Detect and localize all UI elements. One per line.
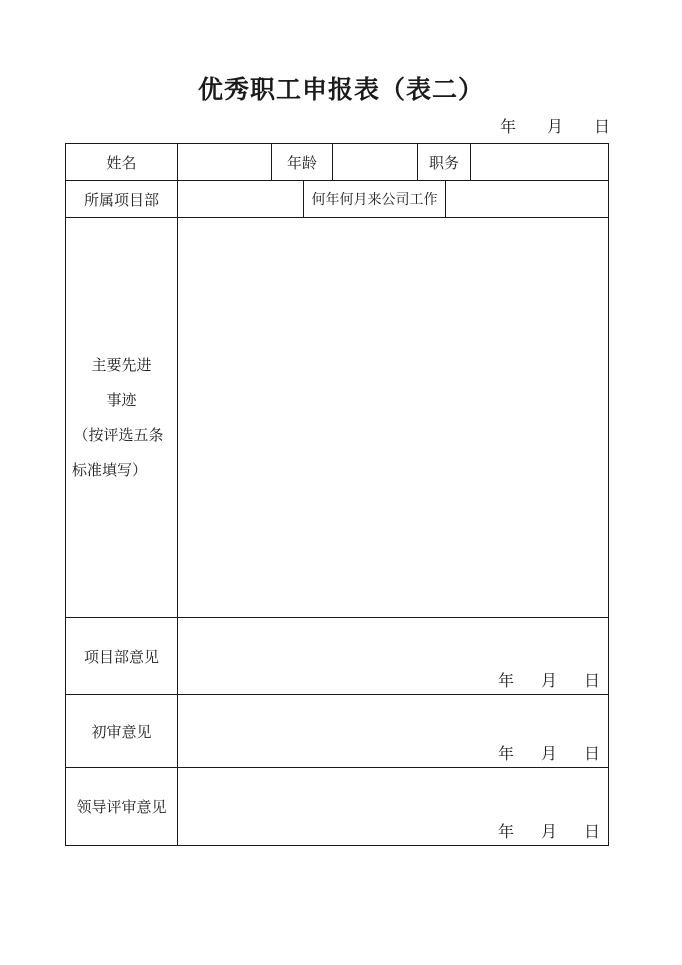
day-label: 日 <box>583 822 600 841</box>
day-label: 日 <box>583 744 600 763</box>
preliminary-opinion-field[interactable] <box>178 695 609 768</box>
project-dept-opinion-field[interactable] <box>178 618 609 695</box>
month-label: 月 <box>540 671 557 690</box>
preliminary-opinion-label: 初审意见 <box>66 695 178 768</box>
achievements-line-2: 事迹 <box>106 390 137 409</box>
year-label: 年 <box>498 671 515 690</box>
age-label: 年龄 <box>271 144 332 180</box>
form-title: 优秀职工申报表（表二） <box>197 75 484 104</box>
department-label: 所属项目部 <box>66 181 178 218</box>
position-label: 职务 <box>417 144 470 180</box>
leadership-opinion-field[interactable] <box>178 768 609 846</box>
day-label: 日 <box>583 671 600 690</box>
application-form-table <box>65 143 609 846</box>
project-dept-opinion-date <box>498 668 600 691</box>
achievements-label <box>66 218 178 618</box>
month-label: 月 <box>540 744 557 763</box>
age-field[interactable] <box>332 144 417 180</box>
achievements-line-3: （按评选五条 <box>73 425 164 444</box>
header-date <box>500 114 610 137</box>
month-label: 月 <box>540 822 557 841</box>
department-field[interactable] <box>178 181 303 217</box>
join-date-field[interactable] <box>445 181 608 217</box>
achievements-line-1: 主要先进 <box>91 355 152 374</box>
year-label: 年 <box>498 744 515 763</box>
project-dept-opinion-label: 项目部意见 <box>66 618 178 695</box>
join-date-label: 何年何月来公司工作 <box>303 181 445 217</box>
year-label: 年 <box>500 117 517 136</box>
preliminary-opinion-date <box>498 741 600 764</box>
year-label: 年 <box>498 822 515 841</box>
day-label: 日 <box>593 117 610 136</box>
leadership-opinion-date <box>498 819 600 842</box>
achievements-line-4: 标准填写） <box>72 460 148 479</box>
name-field[interactable] <box>178 144 271 180</box>
position-field[interactable] <box>470 144 608 180</box>
name-label: 姓名 <box>66 144 178 181</box>
leadership-opinion-label: 领导评审意见 <box>66 768 178 846</box>
month-label: 月 <box>546 117 563 136</box>
achievements-field[interactable] <box>178 218 609 618</box>
